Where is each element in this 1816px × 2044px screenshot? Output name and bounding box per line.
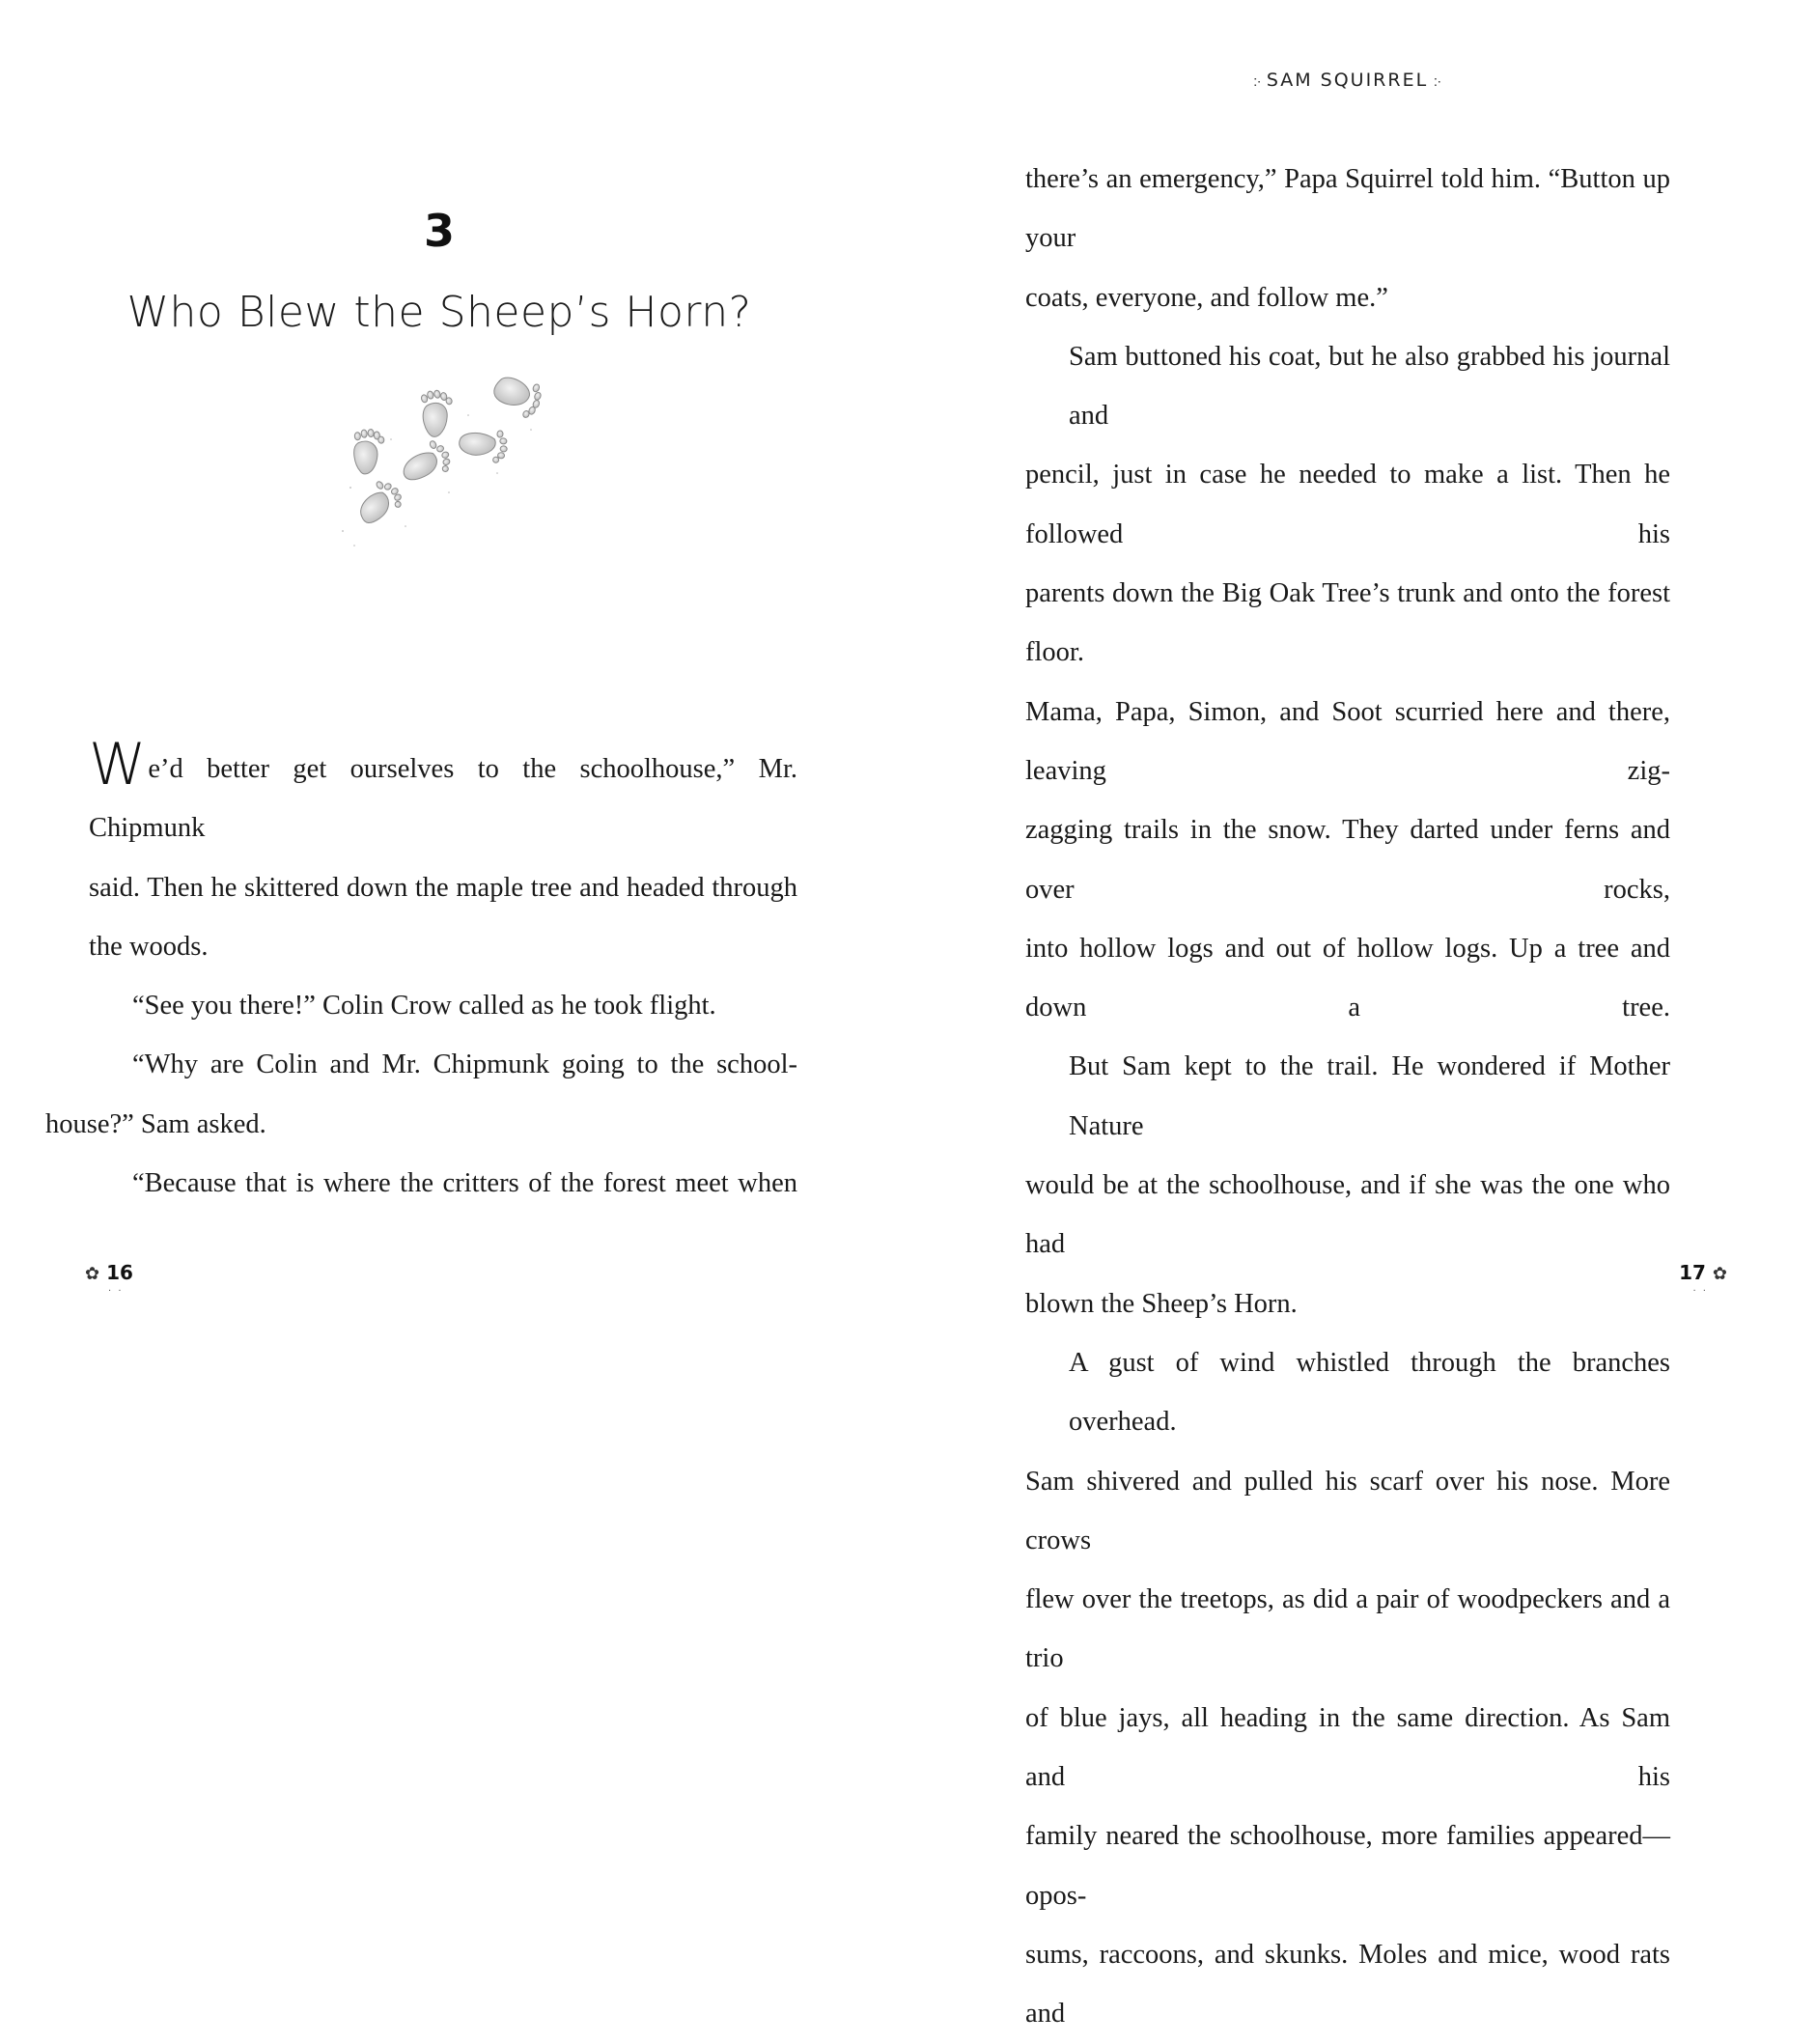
sprig-icon: ✿ [1712,1264,1727,1284]
running-head [893,70,1802,91]
text-line: into hollow logs and out of hollow logs. Up a tree and down a tree. [1025,933,1670,1023]
footprint [489,369,546,421]
paragraph [89,976,797,1035]
ornament-dots: · · [1692,1286,1708,1297]
left-page-body [45,731,797,1213]
paragraph [1025,327,1670,1038]
paragraph [1025,1333,1670,2044]
footprint [352,428,387,474]
chapter-title: Who Blew the Sheep’s Horn? [126,288,752,337]
text-line: sums, raccoons, and skunks. Moles and mice, wood rats and [1025,1939,1670,2030]
text-line: pencil, just in case he needed to make a list. Then he followed his [1025,460,1670,549]
text-line: Sam shivered and pulled his scarf over his nose. More crows [1025,1466,1670,1555]
text-line: “Why are Colin and Mr. Chipmunk going to the school- [132,1050,797,1080]
text-line: A gust of wind whistled through the branches overhead. [1069,1347,1670,1438]
text-line: of blue jays, all heading in the same direction. As Sam and his [1025,1702,1670,1793]
text-line: “See you there!” Colin Crow called as he took flight. [132,991,716,1022]
paragraph [1025,1037,1670,1332]
sprig-icon: ✿ [85,1264,100,1284]
text-line: “Because that is where the critters of the forest meet when [132,1168,797,1199]
drop-cap: W [89,731,147,798]
text-line: said. Then he skittered down the maple tree and headed through [89,872,797,903]
right-page [908,0,1816,2030]
page-number-left [85,1261,133,1284]
text-line: house?” Sam asked. [45,1108,266,1139]
paragraph [1025,150,1670,327]
footprint [396,436,455,488]
page-number-right [1679,1261,1727,1284]
text-line: the woods. [89,931,209,962]
paragraph [89,1154,797,1213]
footprint [458,427,509,463]
text-line: e’d better get ourselves to the schoolhouse,” Mr. Chipmunk [89,754,797,844]
text-line: parents down the Big Oak Tree’s trunk and onto the forest floor. [1025,578,1670,668]
paragraph [45,1035,797,1154]
text-line: But Sam kept to the trail. He wondered if Mother Nature [1069,1051,1670,1141]
text-line: there’s an emergency,” Papa Squirrel told him. “Button up your [1025,164,1670,254]
text-line: coats, everyone, and follow me.” [1025,282,1388,313]
footprint [416,386,460,438]
chapter-number: 3 [423,205,455,257]
text-line: family neared the schoolhouse, more families appeared—opos- [1025,1821,1670,1911]
ornament-dots: · · [108,1286,124,1297]
page-number: 17 [1679,1261,1706,1284]
text-line: flew over the treetops, as did a pair of woodpeckers and a trio [1025,1584,1670,1674]
text-line: zagging trails in the snow. They darted under ferns and over rocks, [1025,815,1670,905]
dots-ornament-icon: ჻ [1434,71,1441,90]
right-page-body [1025,150,1670,2044]
left-page [0,0,908,1352]
dots-ornament-icon: ჻ [1253,71,1261,90]
text-line: Sam buttoned his coat, but he also grabbed his journal and [1069,341,1670,432]
footprint [350,475,406,528]
page-number: 16 [106,1261,133,1284]
paragraph [89,731,797,976]
text-line: Mama, Papa, Simon, and Soot scurried here and there, leaving zig- [1025,696,1670,786]
book-title: SAM SQUIRREL [1266,70,1429,91]
footprints-icon [333,362,555,555]
text-line: would be at the schoolhouse, and if she was the one who had [1025,1170,1670,1260]
text-line: blown the Sheep’s Horn. [1025,1288,1298,1319]
